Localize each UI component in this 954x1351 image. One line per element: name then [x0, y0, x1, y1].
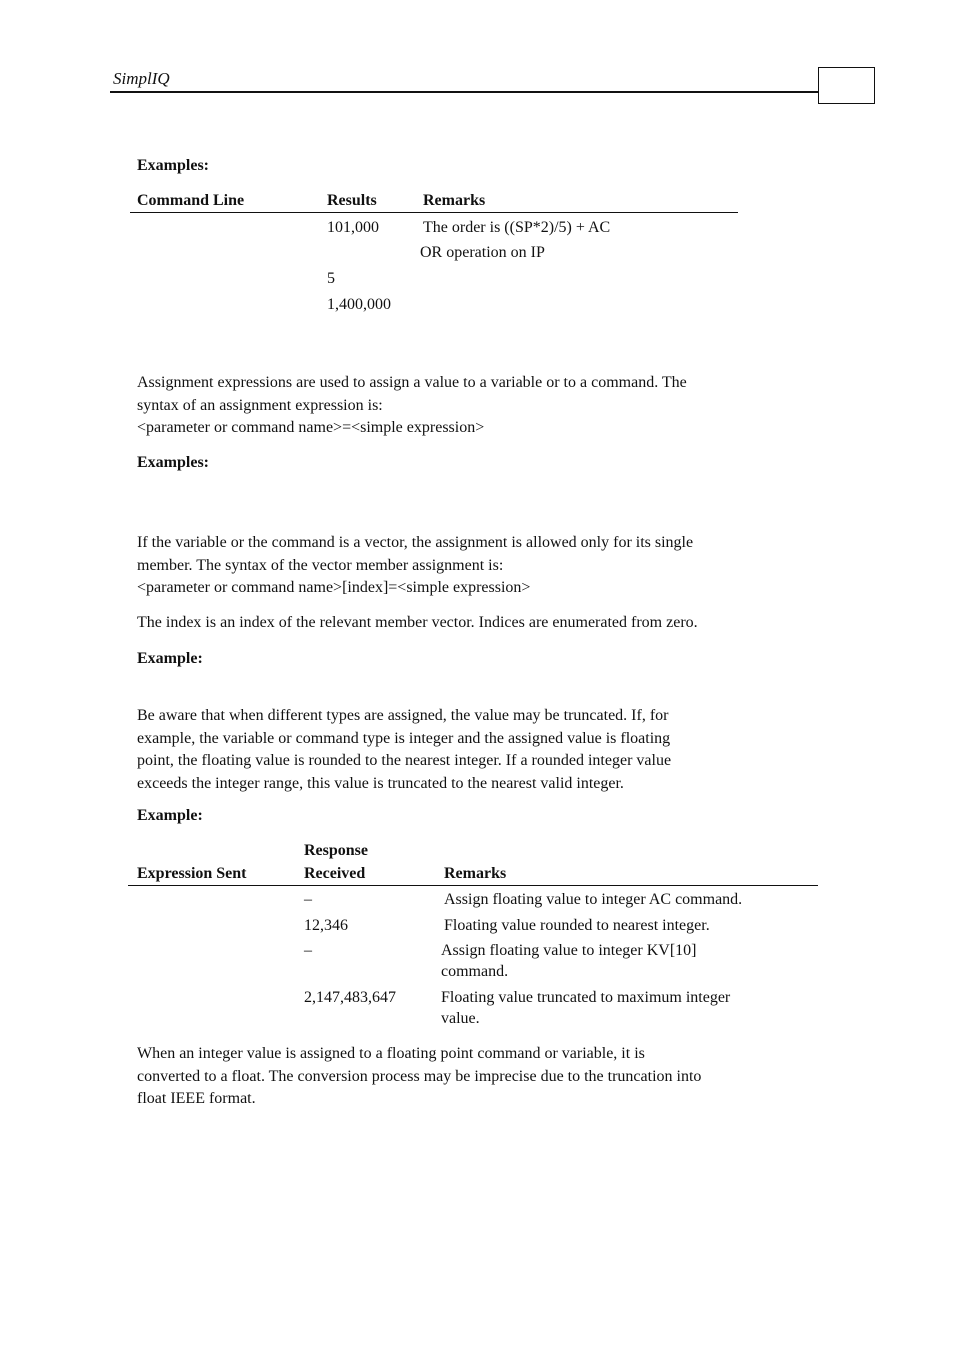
vector-line-1: If the variable or the command is a vector, the assignment is allowed only for its single: [137, 534, 694, 551]
assignment-line-2: syntax of an assignment expression is:: [137, 396, 383, 414]
col-header-remarks: Remarks: [423, 192, 486, 209]
table-1-remark-cell: OR operation on IP: [420, 244, 545, 261]
index-note: The index is an index of the relevant member vector. Indices are enumerated from zero.: [137, 614, 698, 631]
assignment-line-1: Assignment expressions are used to assign a value to a variable or to a command. The: [137, 374, 687, 391]
truncation-paragraph: [137, 705, 809, 795]
conversion-paragraph: [137, 1043, 809, 1111]
table-2-remark-cell: Assign floating value to integer KV[10]: [441, 942, 697, 959]
col-header-response-line-1: Response: [304, 842, 369, 859]
examples-label: Examples:: [137, 157, 209, 174]
table-1-header-rule: [130, 212, 738, 213]
truncation-line-4: exceeds the integer range, this value is truncated to the nearest valid integer.: [137, 774, 624, 792]
table-2-response-cell: 12,346: [304, 917, 348, 934]
col-header-results: Results: [327, 192, 377, 209]
col-header-response-line-2: Received: [304, 865, 366, 882]
running-header-title: SimplIQ: [113, 69, 170, 88]
assignment-examples-label: Examples:: [137, 454, 209, 471]
page-number-box: [818, 67, 875, 104]
conversion-line-2: converted to a float. The conversion process may be imprecise due to the truncation into: [137, 1067, 702, 1085]
table-1-result-cell: 5: [327, 270, 335, 287]
table-2-remark-cell-continued: command.: [441, 963, 509, 980]
assignment-syntax: <parameter or command name>=<simple expression>: [137, 419, 485, 436]
table-2-header-rule: [128, 885, 818, 886]
table-2-response-cell: –: [304, 942, 312, 959]
col-header-expression-sent: Expression Sent: [137, 865, 247, 882]
truncation-line-2: example, the variable or command type is integer and the assigned value is floating: [137, 729, 671, 747]
table-1-result-cell: 1,400,000: [327, 296, 391, 313]
conversion-line-3: float IEEE format.: [137, 1090, 256, 1107]
conversion-line-1: When an integer value is assigned to a floating point command or variable, it is: [137, 1045, 645, 1062]
assignment-paragraph: [137, 372, 809, 440]
truncation-line-1: Be aware that when different types are assigned, the value may be truncated. If, for: [137, 707, 669, 724]
table-2-response-cell: –: [304, 891, 312, 908]
table-2-remark-cell: Assign floating value to integer AC command.: [444, 891, 743, 908]
vector-paragraph: [137, 532, 809, 600]
vector-example-label: Example:: [137, 650, 203, 667]
table-2-response-cell: 2,147,483,647: [304, 989, 396, 1006]
header-rule: [110, 91, 819, 93]
table-2-remark-cell: Floating value truncated to maximum integer: [441, 989, 731, 1006]
truncation-line-3: point, the floating value is rounded to the nearest integer. If a rounded integer value: [137, 752, 672, 769]
vector-syntax: <parameter or command name>[index]=<simple expression>: [137, 579, 531, 596]
table-1-remark-cell: The order is ((SP*2)/5) + AC: [423, 219, 611, 236]
col-header-command-line: Command Line: [137, 192, 245, 209]
table-2-remark-cell-continued: value.: [441, 1010, 480, 1027]
vector-line-2: member. The syntax of the vector member assignment is:: [137, 556, 504, 574]
table-1-result-cell: 101,000: [327, 219, 379, 236]
truncation-example-label: Example:: [137, 807, 203, 824]
col-header-remarks: Remarks: [444, 865, 507, 882]
table-2-remark-cell: Floating value rounded to nearest integer.: [444, 917, 710, 934]
